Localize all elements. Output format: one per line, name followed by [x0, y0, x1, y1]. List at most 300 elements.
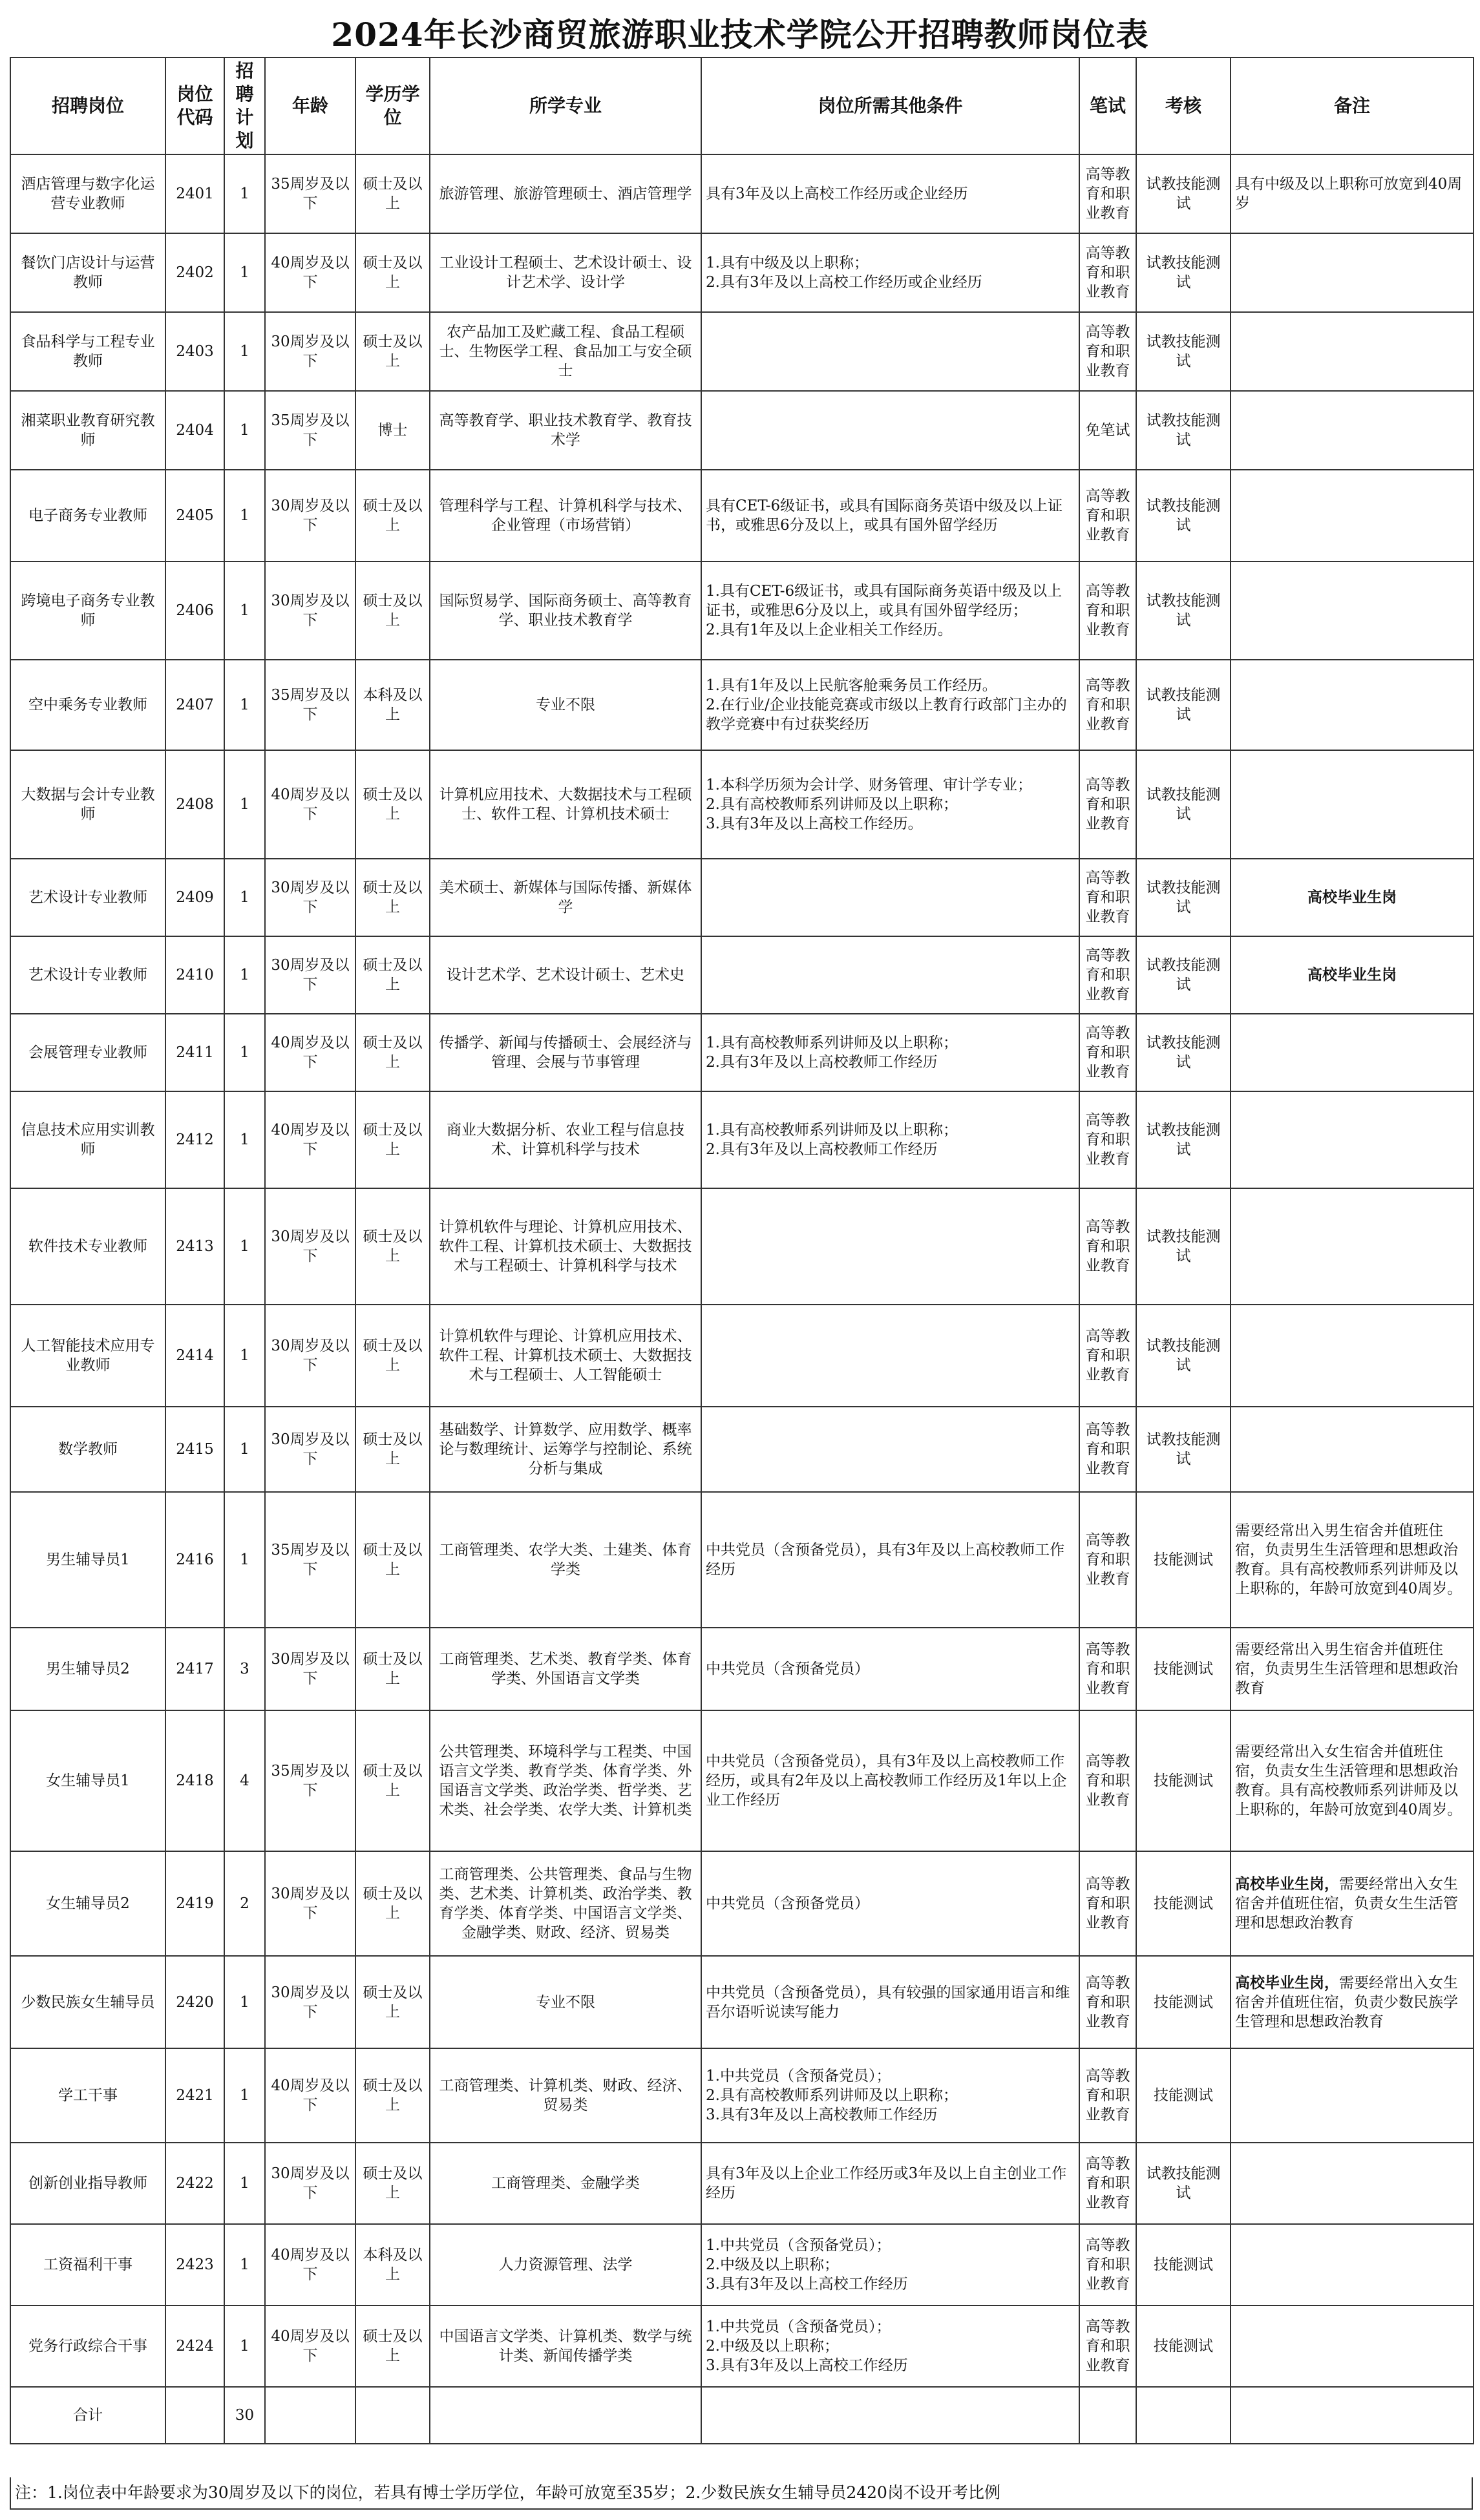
exam-text: 高等教育和职业教育	[1085, 324, 1130, 379]
degree-text: 硕士及以上	[363, 2328, 423, 2364]
cell-plan	[224, 233, 265, 312]
cell-position	[10, 1305, 165, 1407]
code-text: 2410	[176, 967, 214, 983]
cell-plan	[224, 1956, 265, 2048]
exam-text: 高等教育和职业教育	[1085, 1025, 1130, 1080]
remark-text: 需要经常出入女生宿舍并值班住宿，负责女生生活管理和思想政治教育。具有高校教师系列讲师及以上职称的，年龄可放宽到40周岁。	[1235, 1743, 1463, 1818]
table-row	[10, 1091, 1474, 1188]
cell-degree	[355, 750, 430, 859]
plan-text: 1	[240, 2087, 249, 2104]
table-row	[10, 1956, 1474, 2048]
cell-plan	[224, 1710, 265, 1851]
table-row	[10, 2143, 1474, 2224]
header-position: 招聘岗位	[10, 58, 165, 154]
plan-text: 1	[240, 507, 249, 524]
degree-text: 硕士及以上	[363, 2077, 423, 2114]
age-text: 35周岁及以下	[271, 1542, 350, 1578]
cell-remark	[1231, 154, 1474, 233]
cell-degree	[355, 859, 430, 936]
exam-text: 高等教育和职业教育	[1085, 2318, 1130, 2374]
major-text: 人力资源管理、法学	[498, 2256, 633, 2273]
major-text: 商业大数据分析、农业工程与信息技术、计算机科学与技术	[447, 1122, 684, 1158]
cell-degree	[355, 470, 430, 562]
plan-text: 1	[240, 422, 249, 439]
cell-degree	[355, 233, 430, 312]
cell-plan	[224, 2048, 265, 2143]
cell-plan	[224, 470, 265, 562]
cell-position	[10, 1014, 165, 1091]
header-plan: 招聘计划	[224, 58, 265, 154]
cell-remark	[1231, 2224, 1474, 2305]
cell-major	[430, 1710, 701, 1851]
cell-exam	[1079, 154, 1136, 233]
cell-plan	[224, 154, 265, 233]
degree-text: 博士	[377, 422, 408, 439]
position-text: 少数民族女生辅导员	[21, 1993, 155, 2011]
age-text: 40周岁及以下	[271, 1034, 350, 1071]
exam-text: 高等教育和职业教育	[1085, 777, 1130, 832]
cell-major	[430, 936, 701, 1014]
cell-degree	[355, 1956, 430, 2048]
cell-position	[10, 2305, 165, 2387]
cell-code	[165, 1628, 224, 1710]
cell-plan	[224, 1492, 265, 1628]
table-row	[10, 1407, 1474, 1492]
cell-assess	[1136, 1407, 1231, 1492]
plan-text: 1	[240, 1993, 249, 2011]
age-text: 30周岁及以下	[271, 1431, 350, 1467]
cell-plan	[224, 859, 265, 936]
cell-exam	[1079, 1492, 1136, 1628]
cell-exam	[1079, 750, 1136, 859]
cell-major	[430, 2305, 701, 2387]
plan-text: 1	[240, 264, 249, 281]
cell-degree	[355, 2224, 430, 2305]
major-text: 中国语言文学类、计算机类、数学与统计类、新闻传播学类	[439, 2328, 692, 2364]
degree-text: 硕士及以上	[363, 1034, 423, 1071]
degree-text: 硕士及以上	[363, 1228, 423, 1265]
cell-age	[265, 1710, 355, 1851]
assess-text: 技能测试	[1154, 1772, 1213, 1789]
cell-code	[165, 1305, 224, 1407]
cell-exam	[1079, 470, 1136, 562]
assess-text: 试教技能测试	[1146, 687, 1221, 723]
plan-text: 1	[240, 889, 249, 906]
major-text: 旅游管理、旅游管理硕士、酒店管理学	[439, 185, 692, 202]
remark-text: 具有中级及以上职称可放宽到40周岁	[1235, 176, 1463, 212]
cell-remark	[1231, 1188, 1474, 1305]
code-text: 2406	[176, 602, 214, 619]
cell-major	[430, 2143, 701, 2224]
cell-age	[265, 1851, 355, 1956]
cell-plan	[224, 1628, 265, 1710]
cell-plan	[224, 1014, 265, 1091]
code-text: 2413	[176, 1238, 214, 1255]
header-remark: 备注	[1231, 58, 1474, 154]
plan-text: 1	[240, 2338, 249, 2355]
cell-exam	[1079, 1407, 1136, 1492]
total-plan: 30	[224, 2387, 265, 2444]
cell-age	[265, 1492, 355, 1628]
major-text: 工商管理类、公共管理类、食品与生物类、艺术类、计算机类、政治学类、教育学类、体育学类、中国语言文学类、金融学类、财政、经济、贸易类	[439, 1866, 692, 1941]
cell-exam	[1079, 1710, 1136, 1851]
cell-assess	[1136, 2048, 1231, 2143]
cell-degree	[355, 562, 430, 660]
cell-remark	[1231, 859, 1474, 936]
cell-major	[430, 1851, 701, 1956]
cell-code	[165, 391, 224, 470]
cell-position	[10, 470, 165, 562]
degree-text: 硕士及以上	[363, 786, 423, 823]
header-exam: 笔试	[1079, 58, 1136, 154]
cell-major	[430, 1492, 701, 1628]
header-age: 年龄	[265, 58, 355, 154]
cell-degree	[355, 1492, 430, 1628]
cell-plan	[224, 660, 265, 750]
degree-text: 本科及以上	[363, 687, 423, 723]
age-text: 30周岁及以下	[271, 333, 350, 370]
cell-degree	[355, 1851, 430, 1956]
cell-position	[10, 154, 165, 233]
cell-plan	[224, 1188, 265, 1305]
age-text: 40周岁及以下	[271, 786, 350, 823]
assess-text: 试教技能测试	[1146, 593, 1221, 629]
footnote: 注：1.岗位表中年龄要求为30周岁及以下的岗位，若具有博士学历学位，年龄可放宽至35岁；2.少数民族女生辅导员2420岗不设开考比例	[10, 2477, 1473, 2510]
cell-plan	[224, 1407, 265, 1492]
cell-age	[265, 562, 355, 660]
position-text: 男生辅导员1	[46, 1551, 130, 1568]
position-text: 软件技术专业教师	[28, 1238, 147, 1255]
table-row	[10, 859, 1474, 936]
conditions-text: 1.具有高校教师系列讲师及以上职称； 2.具有3年及以上高校教师工作经历	[706, 1034, 958, 1071]
cell-assess	[1136, 233, 1231, 312]
cell-major	[430, 154, 701, 233]
cell-age	[265, 2048, 355, 2143]
cell-assess	[1136, 154, 1231, 233]
position-text: 女生辅导员1	[46, 1772, 130, 1789]
cell-conditions	[701, 233, 1079, 312]
age-text: 30周岁及以下	[271, 1338, 350, 1374]
cell-assess	[1136, 1710, 1231, 1851]
code-text: 2422	[176, 2175, 214, 2192]
exam-text: 高等教育和职业教育	[1085, 1753, 1130, 1809]
degree-text: 硕士及以上	[363, 176, 423, 212]
cell-degree	[355, 1014, 430, 1091]
major-text: 工商管理类、农学大类、土建类、体育学类	[439, 1542, 692, 1578]
major-text: 传播学、新闻与传播硕士、会展经济与管理、会展与节事管理	[439, 1034, 692, 1071]
cell-conditions	[701, 1305, 1079, 1407]
code-text: 2417	[176, 1661, 214, 1677]
table-row	[10, 2048, 1474, 2143]
cell-code	[165, 154, 224, 233]
code-text: 2421	[176, 2087, 214, 2104]
age-text: 30周岁及以下	[271, 1885, 350, 1922]
assess-text: 技能测试	[1154, 1993, 1213, 2011]
cell-age	[265, 154, 355, 233]
exam-text: 高等教育和职业教育	[1085, 245, 1130, 300]
table-row	[10, 562, 1474, 660]
age-text: 30周岁及以下	[271, 2165, 350, 2201]
position-text: 数学教师	[58, 1441, 118, 1458]
cell-assess	[1136, 1014, 1231, 1091]
cell-exam	[1079, 1305, 1136, 1407]
code-text: 2415	[176, 1441, 214, 1458]
cell-code	[165, 936, 224, 1014]
conditions-text: 1.具有高校教师系列讲师及以上职称； 2.具有3年及以上高校教师工作经历	[706, 1122, 958, 1158]
cell-exam	[1079, 1014, 1136, 1091]
table-row	[10, 312, 1474, 391]
remark-text: 需要经常出入女生宿舍并值班住宿，负责少数民族学生管理和思想政治教育	[1235, 1974, 1458, 2030]
code-text: 2408	[176, 796, 214, 813]
cell-degree	[355, 936, 430, 1014]
cell-position	[10, 1710, 165, 1851]
cell-degree	[355, 154, 430, 233]
cell-code	[165, 2048, 224, 2143]
age-text: 35周岁及以下	[271, 176, 350, 212]
exam-text: 高等教育和职业教育	[1085, 1876, 1130, 1931]
position-text: 创新创业指导教师	[28, 2175, 147, 2192]
code-text: 2412	[176, 1131, 214, 1148]
exam-text: 高等教育和职业教育	[1085, 1641, 1130, 1697]
conditions-text: 中共党员（含预备党员）	[706, 1895, 869, 1912]
degree-text: 硕士及以上	[363, 1651, 423, 1687]
cell-position	[10, 2048, 165, 2143]
cell-plan	[224, 391, 265, 470]
header-code: 岗位代码	[165, 58, 224, 154]
code-text: 2424	[176, 2338, 214, 2355]
cell-code	[165, 1091, 224, 1188]
cell-degree	[355, 1091, 430, 1188]
position-text: 食品科学与工程专业教师	[21, 333, 155, 370]
cell-position	[10, 1628, 165, 1710]
cell-assess	[1136, 391, 1231, 470]
cell-conditions	[701, 2305, 1079, 2387]
cell-conditions	[701, 562, 1079, 660]
remark-bold: 高校毕业生岗，	[1235, 1875, 1339, 1893]
cell-assess	[1136, 2224, 1231, 2305]
position-text: 党务行政综合干事	[28, 2338, 147, 2355]
cell-exam	[1079, 2048, 1136, 2143]
assess-text: 试教技能测试	[1146, 1122, 1221, 1158]
plan-text: 3	[240, 1661, 249, 1677]
cell-assess	[1136, 1492, 1231, 1628]
total-row	[10, 2387, 1474, 2444]
cell-age	[265, 859, 355, 936]
remark-text: 需要经常出入男生宿舍并值班住宿，负责男生生活管理和思想政治教育。具有高校教师系列讲师及以上职称的，年龄可放宽到40周岁。	[1235, 1522, 1463, 1597]
cell-position	[10, 660, 165, 750]
cell-assess	[1136, 470, 1231, 562]
cell-assess	[1136, 859, 1231, 936]
conditions-text: 1.本科学历须为会计学、财务管理、审计学专业； 2.具有高校教师系列讲师及以上职称； 3.具有3年及以上高校工作经历。	[706, 777, 1032, 832]
position-text: 艺术设计专业教师	[28, 889, 147, 906]
table-row	[10, 1851, 1474, 1956]
major-text: 高等教育学、职业技术教育学、教育技术学	[439, 412, 692, 448]
conditions-text: 具有CET-6级证书，或具有国际商务英语中级及以上证书，或雅思6分及以上，或具有国外留学经历	[706, 498, 1063, 534]
conditions-text: 具有3年及以上企业工作经历或3年及以上自主创业工作经历	[706, 2165, 1067, 2201]
position-text: 人工智能技术应用专业教师	[21, 1338, 155, 1374]
conditions-text: 1.中共党员（含预备党员）； 2.中级及以上职称； 3.具有3年及以上高校工作经历	[706, 2237, 908, 2293]
cell-position	[10, 750, 165, 859]
cell-age	[265, 2305, 355, 2387]
code-text: 2423	[176, 2256, 214, 2273]
cell-major	[430, 1407, 701, 1492]
exam-text: 高等教育和职业教育	[1085, 1974, 1130, 2030]
cell-age	[265, 1091, 355, 1188]
position-text: 信息技术应用实训教师	[21, 1122, 155, 1158]
cell-position	[10, 2143, 165, 2224]
cell-position	[10, 562, 165, 660]
position-text: 学工干事	[58, 2087, 118, 2104]
cell-major	[430, 562, 701, 660]
cell-major	[430, 1014, 701, 1091]
cell-conditions	[701, 1956, 1079, 2048]
age-text: 30周岁及以下	[271, 957, 350, 993]
plan-text: 1	[240, 1441, 249, 1458]
table-row	[10, 391, 1474, 470]
cell-age	[265, 233, 355, 312]
cell-position	[10, 1851, 165, 1956]
age-text: 30周岁及以下	[271, 1651, 350, 1687]
cell-degree	[355, 660, 430, 750]
cell-remark	[1231, 1956, 1474, 2048]
cell-conditions	[701, 1407, 1079, 1492]
cell-code	[165, 2305, 224, 2387]
age-text: 40周岁及以下	[271, 2077, 350, 2114]
header-major: 所学专业	[430, 58, 701, 154]
table-row	[10, 1492, 1474, 1628]
degree-text: 硕士及以上	[363, 1122, 423, 1158]
cell-remark	[1231, 391, 1474, 470]
cell-plan	[224, 562, 265, 660]
table-row	[10, 1628, 1474, 1710]
cell-major	[430, 470, 701, 562]
cell-major	[430, 312, 701, 391]
cell-plan	[224, 2143, 265, 2224]
cell-remark	[1231, 2048, 1474, 2143]
assess-text: 试教技能测试	[1146, 1034, 1221, 1071]
cell-code	[165, 859, 224, 936]
exam-text: 高等教育和职业教育	[1085, 947, 1130, 1003]
position-text: 大数据与会计专业教师	[21, 786, 155, 823]
cell-plan	[224, 2224, 265, 2305]
cell-remark	[1231, 936, 1474, 1014]
position-text: 湘菜职业教育研究教师	[21, 412, 155, 448]
cell-exam	[1079, 660, 1136, 750]
remark-text: 高校毕业生岗	[1307, 888, 1397, 906]
exam-text: 高等教育和职业教育	[1085, 1328, 1130, 1383]
cell-exam	[1079, 1188, 1136, 1305]
cell-exam	[1079, 562, 1136, 660]
major-text: 计算机软件与理论、计算机应用技术、软件工程、计算机技术硕士、大数据技术与工程硕士、人工智能硕士	[439, 1328, 692, 1383]
degree-text: 硕士及以上	[363, 333, 423, 370]
major-text: 农产品加工及贮藏工程、食品工程硕士、生物医学工程、食品加工与安全硕士	[439, 324, 692, 379]
cell-conditions	[701, 750, 1079, 859]
degree-text: 硕士及以上	[363, 1885, 423, 1922]
cell-degree	[355, 391, 430, 470]
cell-assess	[1136, 312, 1231, 391]
cell-conditions	[701, 1188, 1079, 1305]
header-row	[10, 58, 1474, 154]
assess-text: 技能测试	[1154, 2087, 1213, 2104]
cell-plan	[224, 750, 265, 859]
cell-code	[165, 470, 224, 562]
code-text: 2419	[176, 1895, 214, 1912]
code-text: 2405	[176, 507, 214, 524]
cell-remark	[1231, 1014, 1474, 1091]
position-text: 女生辅导员2	[46, 1895, 130, 1912]
plan-text: 1	[240, 1347, 249, 1364]
exam-text: 高等教育和职业教育	[1085, 677, 1130, 733]
plan-text: 1	[240, 1044, 249, 1061]
cell-remark	[1231, 750, 1474, 859]
cell-assess	[1136, 1188, 1231, 1305]
cell-degree	[355, 1188, 430, 1305]
cell-exam	[1079, 936, 1136, 1014]
table-row	[10, 750, 1474, 859]
assess-text: 试教技能测试	[1146, 1338, 1221, 1374]
remark-text: 需要经常出入男生宿舍并值班住宿，负责男生生活管理和思想政治教育	[1235, 1641, 1458, 1697]
cell-assess	[1136, 660, 1231, 750]
conditions-text: 1.具有1年及以上民航客舱乘务员工作经历。 2.在行业/企业技能竞赛或市级以上教育行政部门主办的教学竞赛中有过获奖经历	[706, 677, 1067, 733]
plan-text: 1	[240, 967, 249, 983]
table-row	[10, 1014, 1474, 1091]
cell-conditions	[701, 2224, 1079, 2305]
remark-text: 高校毕业生岗	[1307, 966, 1397, 983]
cell-major	[430, 1628, 701, 1710]
cell-exam	[1079, 2305, 1136, 2387]
cell-exam	[1079, 859, 1136, 936]
remark-bold: 高校毕业生岗，	[1235, 1973, 1339, 1991]
cell-conditions	[701, 154, 1079, 233]
plan-text: 1	[240, 697, 249, 713]
cell-assess	[1136, 2143, 1231, 2224]
cell-plan	[224, 2305, 265, 2387]
age-text: 35周岁及以下	[271, 412, 350, 448]
conditions-text: 中共党员（含预备党员），具有较强的国家通用语言和维吾尔语听说读写能力	[706, 1984, 1070, 2021]
table-row	[10, 660, 1474, 750]
cell-assess	[1136, 562, 1231, 660]
cell-degree	[355, 1407, 430, 1492]
cell-degree	[355, 2305, 430, 2387]
age-text: 30周岁及以下	[271, 879, 350, 916]
position-text: 电子商务专业教师	[28, 507, 147, 524]
plan-text: 1	[240, 2175, 249, 2192]
assess-text: 试教技能测试	[1146, 333, 1221, 370]
cell-age	[265, 312, 355, 391]
code-text: 2418	[176, 1772, 214, 1789]
degree-text: 硕士及以上	[363, 957, 423, 993]
cell-assess	[1136, 1628, 1231, 1710]
assess-text: 技能测试	[1154, 1895, 1213, 1912]
cell-major	[430, 2048, 701, 2143]
cell-age	[265, 2143, 355, 2224]
cell-major	[430, 660, 701, 750]
degree-text: 硕士及以上	[363, 498, 423, 534]
cell-major	[430, 1305, 701, 1407]
cell-code	[165, 2224, 224, 2305]
cell-remark	[1231, 2305, 1474, 2387]
cell-code	[165, 1407, 224, 1492]
cell-exam	[1079, 1851, 1136, 1956]
cell-code	[165, 660, 224, 750]
cell-position	[10, 859, 165, 936]
cell-remark	[1231, 2143, 1474, 2224]
position-text: 艺术设计专业教师	[28, 967, 147, 983]
degree-text: 硕士及以上	[363, 593, 423, 629]
cell-degree	[355, 1628, 430, 1710]
cell-remark	[1231, 1851, 1474, 1956]
cell-age	[265, 1407, 355, 1492]
